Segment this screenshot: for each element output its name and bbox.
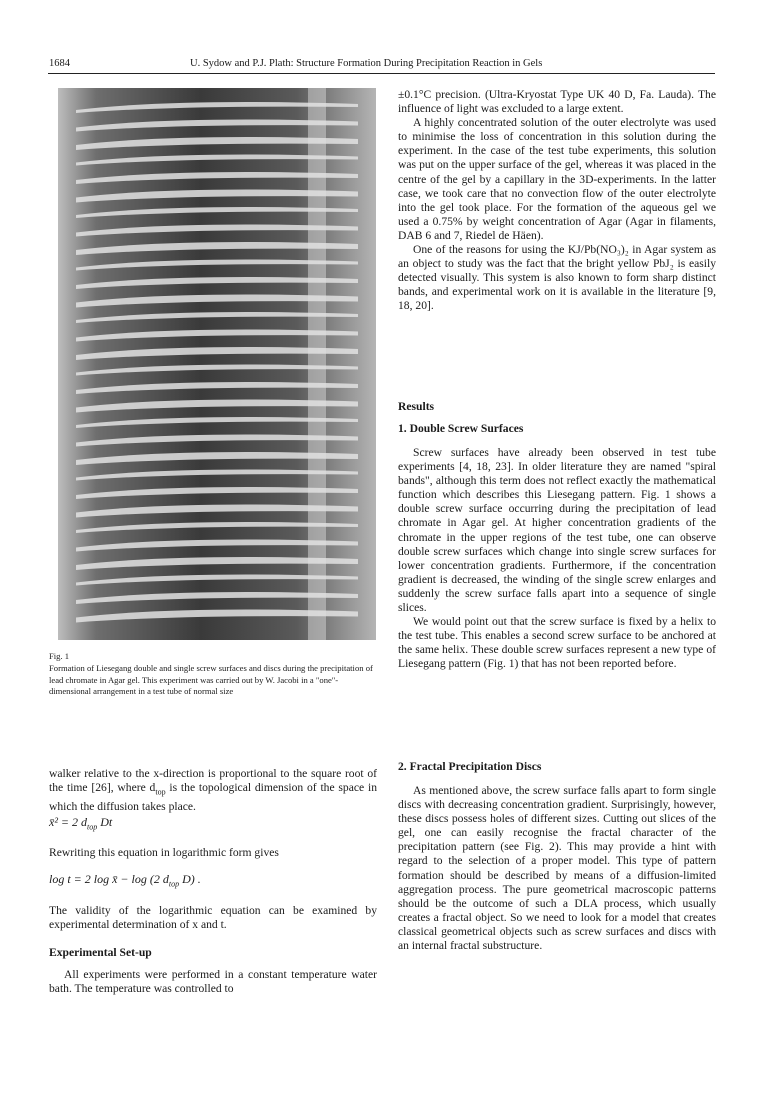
- right-para6: As mentioned above, the screw surface falls apart to form single discs with decreasing concentration gradient. Surprisingly, however, these discs possess holes of different sizes. Cutting out slices of the gel, one can easily recognise the fractal character of the precipitation pattern (see Fig. 2). This may provide a hint with regard to the selection of a proper model. This type of pattern formation should be described by means of a diffusion-limited aggregation process. The pure geometrical macroscopic patterns should be the outcome of such a DLA process, which usually creates a fractal object. So we need to look for a model that creates classical geometrical objects such as screw surfaces and discs with an internal fractal substructure.: [398, 784, 716, 953]
- right-para5: We would point out that the screw surface is fixed by a helix to the test tube. This enables a second screw surface to be anchored at the same helix. These double screw surfaces represent a new type of Liesegang pattern (Fig. 1) that has not been reported before.: [398, 615, 716, 671]
- figure-label: Fig. 1: [49, 651, 70, 661]
- right-para3: One of the reasons for using the KJ/Pb(NO₃)₂ in Agar system as an object to study was the fact that the bright yellow PbJ₂ is easily detected visually. This system is also known to form sharp distinct bands, and experimental work on it is available in the literature [9, 18, 20].: [398, 243, 716, 313]
- right-para2: A highly concentrated solution of the outer electrolyte was used to minimise the loss of concentration in this solution during the experiment. In the case of the test tube experiments, this solution was put on the upper surface of the gel, whereas it was placed in the centre of the gel by a capillary in the 3D-experiments. In the latter case, we took care that no convection flow of the outer electrolyte into the gel took place. For the formation of the aqueous gel we used a 0.75% by weight concentration of Agar (Agar in filaments, DAB 6 and 7, Riedel de Häen).: [398, 116, 716, 242]
- left-para3: The validity of the logarithmic equation can be examined by experimental determination of x and t.: [49, 904, 377, 932]
- equation-1: x̄² = 2 $d_{top}$ Dt: [49, 815, 113, 832]
- left-para2: Rewriting this equation in logarithmic form gives: [49, 846, 279, 859]
- equation-2: log t = 2 log x̄ − log (2 $d_{top}$ D) .: [49, 872, 201, 889]
- running-title: U. Sydow and P.J. Plath: Structure Formation During Precipitation Reaction in Gels: [190, 58, 543, 69]
- section-experimental-setup: Experimental Set-up: [49, 946, 152, 959]
- header-rule: [48, 73, 715, 74]
- right-block-1: [398, 88, 716, 314]
- figure-caption: Formation of Liesegang double and single screw surfaces and discs during the precipitation of lead chromate in Agar gel. This experiment was carried out by W. Jacobi in a "one"-dimensional arrangement in a test tube of normal size: [49, 663, 373, 696]
- figure-photo: [58, 88, 376, 640]
- right-block-3: [398, 784, 716, 953]
- section-fractal-discs: 2. Fractal Precipitation Discs: [398, 760, 542, 773]
- right-para4: Screw surfaces have already been observed in test tube experiments [4, 18, 23]. In older literature they are named "spiral bands", although this term does not reflect exactly the mathematical function which describes this Liesegang pattern. Fig. 1 shows a double screw surface occurring during the precipitation of lead chromate in Agar gel. At higher concentration gradients of the chromate in the upper regions of the test tube, one can observe double screw surfaces which change into single screw surfaces for lower concentration gradients. Furthermore, if the concentration gradient is decreased, the winding of the single screw enlarges and suddenly the screw surface falls apart into a sequence of single slices.: [398, 446, 716, 615]
- section-results: Results: [398, 400, 435, 413]
- right-para1: ±0.1°C precision. (Ultra-Kryostat Type UK 40 D, Fa. Lauda). The influence of light was excluded to a large extent.: [398, 88, 716, 116]
- left-para4: All experiments were performed in a constant temperature water bath. The temperature was controlled to: [49, 968, 377, 996]
- right-block-2: [398, 446, 716, 672]
- section-double-screw: 1. Double Screw Surfaces: [398, 422, 524, 435]
- page-number: 1684: [49, 58, 70, 69]
- left-para1: walker relative to the x-direction is proportional to the square root of the time [26], where $d_{top}$ is the topological dimension of the space in which the diffusion takes place.: [49, 767, 377, 813]
